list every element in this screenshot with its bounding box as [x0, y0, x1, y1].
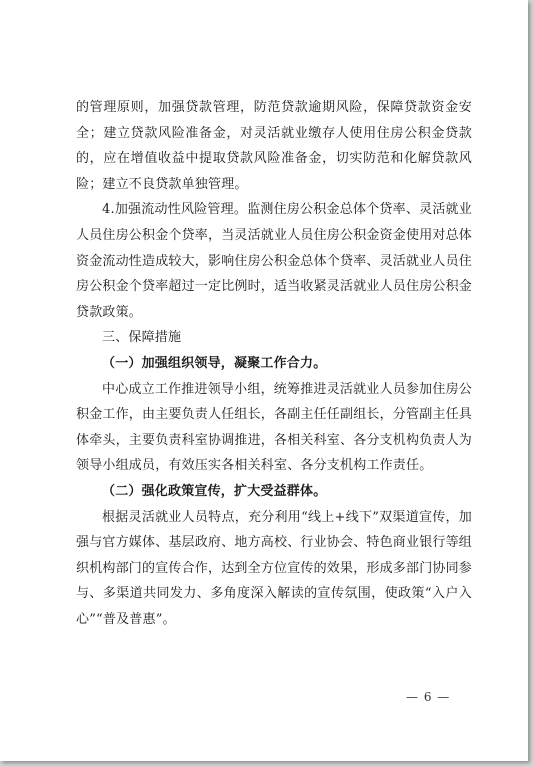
page-number: — 6 —: [406, 690, 451, 704]
subheading-organization: （一）加强组织领导，凝聚工作合力。: [102, 355, 327, 371]
paragraph-loan-management: 的管理原则，加强贷款管理，防范贷款逾期风险，保障贷款资金安全；建立贷款风险准备金，对灵活就业缴存人使用住房公积金贷款的，应在增值收益中提取贷款风险准备金，切实防范和化解贷款风险；建立不良贷款单独管理。: [76, 100, 472, 192]
paragraph-leading-group: 中心成立工作推进领导小组，统筹推进灵活就业人员参加住房公积金工作，由主要负责人任组长，各副主任任副组长，分管副主任具体牵头，主要负责科室协调推进，各相关科室、各分支机构负责人为领导小组成员，有效压实各相关科室、各分支机构工作责任。: [76, 381, 473, 474]
paragraph-liquidity-risk: 4.加强流动性风险管理。监测住房公积金总体个贷率、灵活就业人员住房公积金个贷率，当灵活就业人员住房公积金资金使用对总体资金流动性造成较大，影响住房公积金总体个贷率、灵活就业人员住房公积金个贷率超过一定比例时，适当收紧灵活就业人员住房公积金贷款政策。: [76, 202, 473, 320]
paragraph-publicity: 根据灵活就业人员特点，充分利用“线上+线下”双渠道宣传，加强与官方媒体、基层政府、地方高校、行业协会、特色商业银行等组织机构部门的宣传合作，达到全方位宣传的效果，形成多部门协同参与、多渠道共同发力、多角度深入解读的宣传氛围，使政策“入户入心”“普及普惠”。: [76, 509, 473, 627]
section-heading-safeguards: 三、保障措施: [102, 330, 182, 346]
subheading-publicity: （二）强化政策宣传，扩大受益群体。: [102, 483, 327, 499]
document-body: [76, 95, 472, 632]
